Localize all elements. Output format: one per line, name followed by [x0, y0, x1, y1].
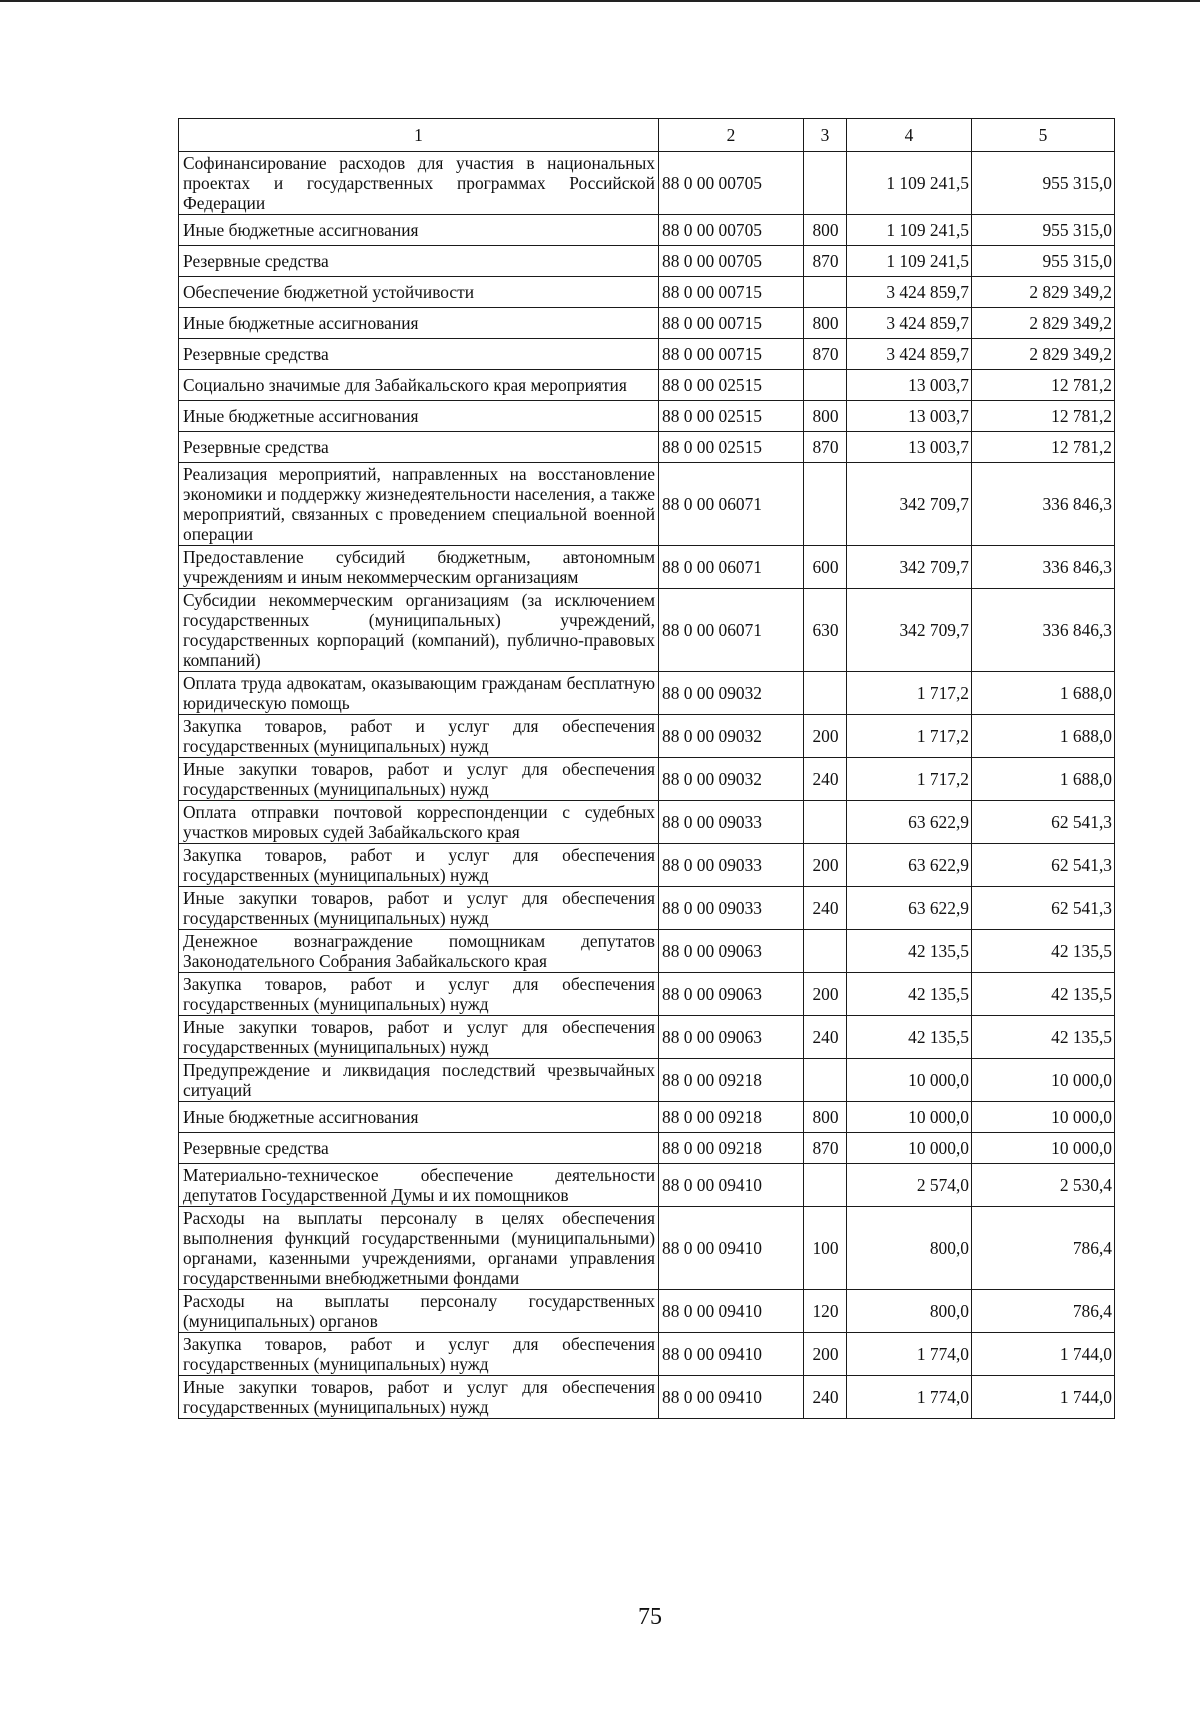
cell-amount-col4: 1 717,2	[847, 715, 972, 758]
cell-code: 88 0 00 00705	[659, 152, 804, 215]
header-col-5: 5	[972, 119, 1115, 152]
cell-name: Иные закупки товаров, работ и услуг для обеспечения государственных (муниципальных) нужд	[179, 1376, 659, 1419]
cell-amount-col5: 10 000,0	[972, 1059, 1115, 1102]
cell-name: Иные бюджетные ассигнования	[179, 308, 659, 339]
cell-name: Иные закупки товаров, работ и услуг для обеспечения государственных (муниципальных) нужд	[179, 1016, 659, 1059]
table-row	[179, 215, 1115, 246]
cell-code: 88 0 00 09410	[659, 1207, 804, 1290]
cell-name: Закупка товаров, работ и услуг для обеспечения государственных (муниципальных) нужд	[179, 844, 659, 887]
cell-amount-col5: 42 135,5	[972, 1016, 1115, 1059]
table-row	[179, 1102, 1115, 1133]
cell-amount-col5: 10 000,0	[972, 1133, 1115, 1164]
cell-expense-type: 100	[804, 1207, 847, 1290]
table-header-row	[179, 119, 1115, 152]
cell-expense-type	[804, 801, 847, 844]
table-row	[179, 930, 1115, 973]
cell-code: 88 0 00 09410	[659, 1164, 804, 1207]
table-row	[179, 1164, 1115, 1207]
cell-amount-col5: 62 541,3	[972, 801, 1115, 844]
cell-expense-type: 240	[804, 758, 847, 801]
cell-expense-type: 800	[804, 401, 847, 432]
cell-expense-type: 200	[804, 715, 847, 758]
cell-code: 88 0 00 09410	[659, 1290, 804, 1333]
cell-amount-col4: 1 774,0	[847, 1333, 972, 1376]
cell-name: Предоставление субсидий бюджетным, автономным учреждениям и иным некоммерческим организациям	[179, 546, 659, 589]
cell-code: 88 0 00 09063	[659, 1016, 804, 1059]
cell-amount-col5: 336 846,3	[972, 546, 1115, 589]
top-rule	[0, 0, 1200, 2]
cell-name: Оплата отправки почтовой корреспонденции с судебных участков мировых судей Забайкальского края	[179, 801, 659, 844]
cell-amount-col5: 955 315,0	[972, 152, 1115, 215]
cell-expense-type	[804, 930, 847, 973]
cell-name: Реализация мероприятий, направленных на восстановление экономики и поддержку жизнедеятельности населения, а также мероприятий, связанных с проведением специальной военной операции	[179, 463, 659, 546]
cell-amount-col4: 42 135,5	[847, 930, 972, 973]
cell-code: 88 0 00 00705	[659, 246, 804, 277]
cell-code: 88 0 00 09033	[659, 801, 804, 844]
table-row	[179, 758, 1115, 801]
table-row	[179, 887, 1115, 930]
table-row	[179, 1059, 1115, 1102]
cell-amount-col5: 42 135,5	[972, 973, 1115, 1016]
cell-name: Расходы на выплаты персоналу государственных (муниципальных) органов	[179, 1290, 659, 1333]
cell-expense-type: 870	[804, 1133, 847, 1164]
table-row	[179, 370, 1115, 401]
cell-expense-type: 800	[804, 1102, 847, 1133]
cell-amount-col4: 1 717,2	[847, 758, 972, 801]
cell-name: Иные бюджетные ассигнования	[179, 401, 659, 432]
cell-amount-col4: 1 109 241,5	[847, 215, 972, 246]
cell-name: Резервные средства	[179, 432, 659, 463]
cell-amount-col4: 42 135,5	[847, 973, 972, 1016]
table-row	[179, 546, 1115, 589]
cell-amount-col5: 12 781,2	[972, 401, 1115, 432]
cell-code: 88 0 00 06071	[659, 546, 804, 589]
cell-name: Оплата труда адвокатам, оказывающим гражданам бесплатную юридическую помощь	[179, 672, 659, 715]
cell-amount-col5: 42 135,5	[972, 930, 1115, 973]
cell-amount-col5: 1 744,0	[972, 1376, 1115, 1419]
cell-amount-col4: 2 574,0	[847, 1164, 972, 1207]
table-row	[179, 1207, 1115, 1290]
cell-expense-type: 870	[804, 339, 847, 370]
cell-amount-col4: 342 709,7	[847, 463, 972, 546]
cell-expense-type: 200	[804, 973, 847, 1016]
budget-table	[178, 118, 1115, 1419]
cell-code: 88 0 00 09410	[659, 1376, 804, 1419]
cell-expense-type	[804, 1164, 847, 1207]
cell-amount-col4: 42 135,5	[847, 1016, 972, 1059]
cell-amount-col5: 1 744,0	[972, 1333, 1115, 1376]
cell-amount-col4: 10 000,0	[847, 1133, 972, 1164]
cell-expense-type: 630	[804, 589, 847, 672]
table-row	[179, 1376, 1115, 1419]
cell-code: 88 0 00 09032	[659, 715, 804, 758]
cell-amount-col5: 1 688,0	[972, 715, 1115, 758]
cell-amount-col4: 3 424 859,7	[847, 308, 972, 339]
cell-amount-col5: 2 530,4	[972, 1164, 1115, 1207]
cell-name: Резервные средства	[179, 246, 659, 277]
cell-name: Закупка товаров, работ и услуг для обеспечения государственных (муниципальных) нужд	[179, 715, 659, 758]
table-row	[179, 339, 1115, 370]
cell-amount-col4: 342 709,7	[847, 546, 972, 589]
cell-amount-col4: 3 424 859,7	[847, 277, 972, 308]
table-row	[179, 672, 1115, 715]
cell-code: 88 0 00 00715	[659, 339, 804, 370]
cell-expense-type: 240	[804, 887, 847, 930]
page-number: 75	[638, 1604, 662, 1630]
cell-code: 88 0 00 09033	[659, 887, 804, 930]
table-row	[179, 589, 1115, 672]
cell-amount-col5: 2 829 349,2	[972, 339, 1115, 370]
cell-amount-col4: 1 109 241,5	[847, 152, 972, 215]
cell-amount-col5: 1 688,0	[972, 758, 1115, 801]
header-col-1: 1	[179, 119, 659, 152]
cell-amount-col4: 13 003,7	[847, 370, 972, 401]
cell-name: Субсидии некоммерческим организациям (за исключением государственных (муниципальных) учреждений, государственных корпораций (компаний), публично-правовых компаний)	[179, 589, 659, 672]
cell-name: Иные бюджетные ассигнования	[179, 215, 659, 246]
table-row	[179, 1133, 1115, 1164]
cell-amount-col5: 955 315,0	[972, 246, 1115, 277]
cell-amount-col4: 342 709,7	[847, 589, 972, 672]
table-row	[179, 432, 1115, 463]
cell-expense-type: 200	[804, 1333, 847, 1376]
cell-code: 88 0 00 09218	[659, 1059, 804, 1102]
cell-expense-type: 800	[804, 308, 847, 339]
table-row	[179, 277, 1115, 308]
cell-name: Иные закупки товаров, работ и услуг для обеспечения государственных (муниципальных) нужд	[179, 887, 659, 930]
cell-expense-type	[804, 152, 847, 215]
cell-name: Обеспечение бюджетной устойчивости	[179, 277, 659, 308]
cell-amount-col4: 1 774,0	[847, 1376, 972, 1419]
cell-code: 88 0 00 06071	[659, 589, 804, 672]
cell-amount-col5: 10 000,0	[972, 1102, 1115, 1133]
table-row	[179, 401, 1115, 432]
table-row	[179, 801, 1115, 844]
cell-amount-col4: 13 003,7	[847, 432, 972, 463]
cell-name: Резервные средства	[179, 339, 659, 370]
cell-amount-col5: 2 829 349,2	[972, 277, 1115, 308]
cell-amount-col5: 955 315,0	[972, 215, 1115, 246]
cell-name: Софинансирование расходов для участия в национальных проектах и государственных программах Российской Федерации	[179, 152, 659, 215]
cell-amount-col4: 3 424 859,7	[847, 339, 972, 370]
cell-name: Иные закупки товаров, работ и услуг для обеспечения государственных (муниципальных) нужд	[179, 758, 659, 801]
cell-name: Денежное вознаграждение помощникам депутатов Законодательного Собрания Забайкальского края	[179, 930, 659, 973]
cell-amount-col4: 1 717,2	[847, 672, 972, 715]
cell-expense-type	[804, 277, 847, 308]
cell-code: 88 0 00 02515	[659, 401, 804, 432]
cell-code: 88 0 00 06071	[659, 463, 804, 546]
cell-code: 88 0 00 09033	[659, 844, 804, 887]
table-row	[179, 1016, 1115, 1059]
table-row	[179, 844, 1115, 887]
cell-code: 88 0 00 00715	[659, 277, 804, 308]
cell-amount-col4: 10 000,0	[847, 1059, 972, 1102]
cell-amount-col5: 12 781,2	[972, 370, 1115, 401]
cell-code: 88 0 00 09410	[659, 1333, 804, 1376]
cell-code: 88 0 00 09063	[659, 930, 804, 973]
cell-amount-col4: 800,0	[847, 1207, 972, 1290]
cell-name: Социально значимые для Забайкальского края мероприятия	[179, 370, 659, 401]
cell-code: 88 0 00 09032	[659, 672, 804, 715]
cell-amount-col4: 63 622,9	[847, 801, 972, 844]
cell-code: 88 0 00 02515	[659, 370, 804, 401]
table-row	[179, 463, 1115, 546]
cell-amount-col4: 13 003,7	[847, 401, 972, 432]
cell-name: Предупреждение и ликвидация последствий чрезвычайных ситуаций	[179, 1059, 659, 1102]
cell-amount-col5: 336 846,3	[972, 589, 1115, 672]
header-col-3: 3	[804, 119, 847, 152]
cell-expense-type	[804, 1059, 847, 1102]
cell-code: 88 0 00 09218	[659, 1102, 804, 1133]
table-body	[179, 152, 1115, 1419]
cell-amount-col4: 63 622,9	[847, 844, 972, 887]
cell-expense-type: 200	[804, 844, 847, 887]
table-row	[179, 1290, 1115, 1333]
cell-expense-type: 120	[804, 1290, 847, 1333]
table-row	[179, 715, 1115, 758]
cell-code: 88 0 00 00715	[659, 308, 804, 339]
cell-expense-type	[804, 463, 847, 546]
cell-name: Расходы на выплаты персоналу в целях обеспечения выполнения функций государственными (муниципальными) органами, казенными учреждениями, органами управления государственными внебюджетными фондами	[179, 1207, 659, 1290]
cell-amount-col5: 786,4	[972, 1290, 1115, 1333]
cell-code: 88 0 00 09218	[659, 1133, 804, 1164]
table-row	[179, 152, 1115, 215]
cell-expense-type: 240	[804, 1376, 847, 1419]
cell-name: Закупка товаров, работ и услуг для обеспечения государственных (муниципальных) нужд	[179, 973, 659, 1016]
cell-amount-col5: 2 829 349,2	[972, 308, 1115, 339]
cell-code: 88 0 00 00705	[659, 215, 804, 246]
cell-amount-col5: 1 688,0	[972, 672, 1115, 715]
cell-name: Иные бюджетные ассигнования	[179, 1102, 659, 1133]
header-col-2: 2	[659, 119, 804, 152]
cell-expense-type	[804, 370, 847, 401]
cell-expense-type: 870	[804, 432, 847, 463]
cell-expense-type: 800	[804, 215, 847, 246]
cell-expense-type: 240	[804, 1016, 847, 1059]
cell-expense-type: 870	[804, 246, 847, 277]
cell-amount-col5: 336 846,3	[972, 463, 1115, 546]
cell-code: 88 0 00 02515	[659, 432, 804, 463]
cell-expense-type: 600	[804, 546, 847, 589]
cell-code: 88 0 00 09032	[659, 758, 804, 801]
cell-name: Резервные средства	[179, 1133, 659, 1164]
cell-amount-col5: 62 541,3	[972, 844, 1115, 887]
table-row	[179, 308, 1115, 339]
cell-amount-col4: 10 000,0	[847, 1102, 972, 1133]
cell-name: Закупка товаров, работ и услуг для обеспечения государственных (муниципальных) нужд	[179, 1333, 659, 1376]
cell-amount-col5: 62 541,3	[972, 887, 1115, 930]
table-row	[179, 1333, 1115, 1376]
header-col-4: 4	[847, 119, 972, 152]
cell-amount-col5: 12 781,2	[972, 432, 1115, 463]
cell-amount-col5: 786,4	[972, 1207, 1115, 1290]
cell-amount-col4: 63 622,9	[847, 887, 972, 930]
cell-name: Материально-техническое обеспечение деятельности депутатов Государственной Думы и их помощников	[179, 1164, 659, 1207]
cell-expense-type	[804, 672, 847, 715]
table-row	[179, 973, 1115, 1016]
table-header	[179, 119, 1115, 152]
cell-amount-col4: 1 109 241,5	[847, 246, 972, 277]
cell-amount-col4: 800,0	[847, 1290, 972, 1333]
table-row	[179, 246, 1115, 277]
cell-code: 88 0 00 09063	[659, 973, 804, 1016]
